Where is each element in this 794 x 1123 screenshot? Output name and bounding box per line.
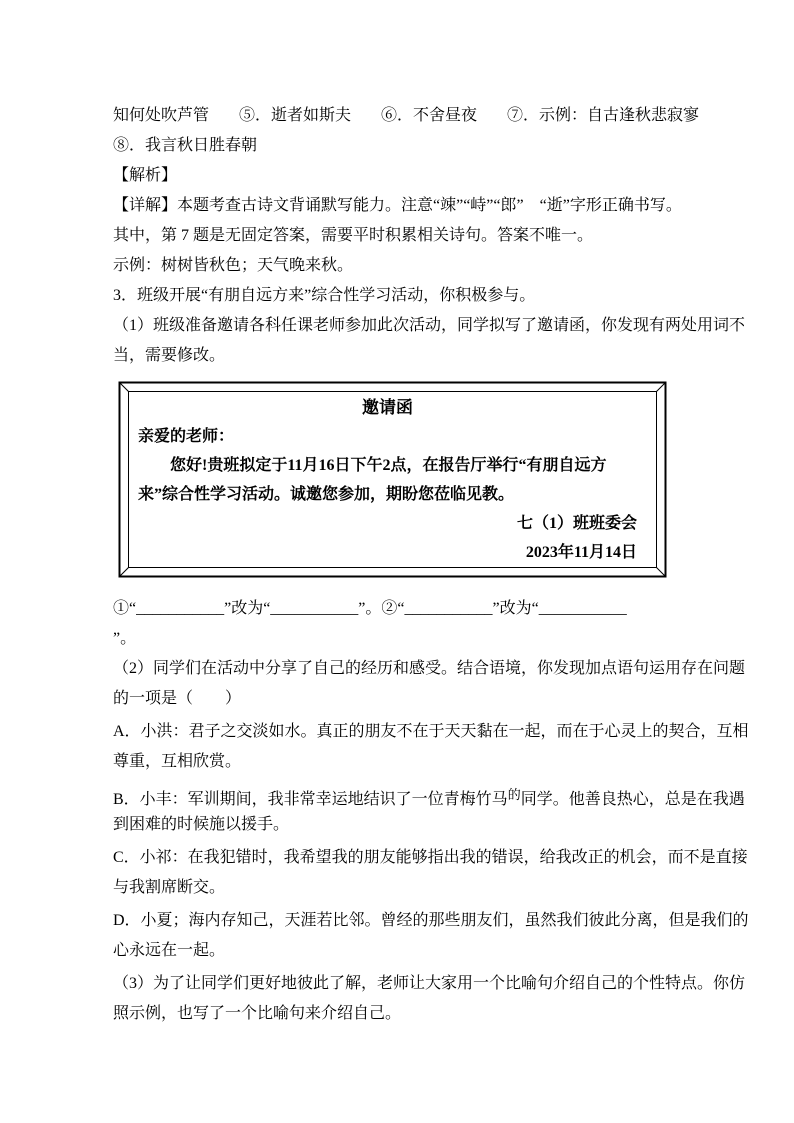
part3-prompt-line-1: （3）为了让同学们更好地彼此了解，老师让大家用一个比喻句介绍自己的个性特点。你仿 xyxy=(113,975,746,992)
option-b-superscript: 的 xyxy=(507,787,521,802)
option-d xyxy=(113,906,749,966)
analysis-example: 示例：树树皆秋色；天气晚来秋。 xyxy=(113,257,354,274)
answer-item-6: ⑥．不舍昼夜 xyxy=(381,107,478,124)
option-b-line-2: 到困难的时候施以援手。 xyxy=(113,816,290,833)
option-c-line-1: C．小祁：在我犯错时，我希望我的朋友能够指出我的错误，给我改正的机会，而不是直接 xyxy=(113,849,748,866)
blank-fill-line-2: ”。 xyxy=(113,630,137,647)
option-d-line-1: D．小夏；海内存知己，天涯若比邻。曾经的那些朋友们，虽然我们彼此分离，但是我们的 xyxy=(113,912,749,929)
invitation-title: 邀请函 xyxy=(362,398,413,417)
part2-prompt-line-1: （2）同学们在活动中分享了自己的经历和感受。结合语境，你发现加点语句运用存在问题 xyxy=(113,660,746,677)
blank-fill-line-1: ①“___________”改为“___________”。②“___________”改为“___________ xyxy=(113,600,627,617)
invitation-salutation: 亲爱的老师： xyxy=(138,428,235,445)
option-b xyxy=(113,780,745,840)
answer-items-line xyxy=(113,101,700,131)
part1-prompt-line-1: （1）班级准备邀请各科任课老师参加此次活动，同学拟写了邀请函，你发现有两处用词不 xyxy=(113,317,746,334)
option-c-line-2: 与我割席断交。 xyxy=(113,879,226,896)
analysis-header: 【解析】 xyxy=(113,167,178,184)
option-a-line-2: 尊重，互相欣赏。 xyxy=(113,753,242,770)
invitation-body-line-1: 您好!贵班拟定于11月16日下午2点，在报告厅举行“有朋自远方 xyxy=(170,457,607,474)
option-d-line-2: 心永远在一起。 xyxy=(113,942,226,959)
analysis-detail-line-1: 【详解】本题考查古诗文背诵默写能力。注意“竦”“峙”“郎” “逝”字形正确书写。 xyxy=(113,197,682,214)
answer-item-5: ⑤．逝者如斯夫 xyxy=(239,107,352,124)
part3-prompt-line-2: 照示例，也写了一个比喻句来介绍自己。 xyxy=(113,1005,402,1022)
option-b-line-1 xyxy=(113,780,745,810)
option-a-line-1: A．小洪：君子之交淡如水。真正的朋友不在于天天黏在一起，而在于心灵上的契合，互相 xyxy=(113,723,749,740)
answer-item-4-continuation: 知何处吹芦管 xyxy=(113,107,210,124)
answer-item-7: ⑦．示例：自古逢秋悲寂寥 xyxy=(507,107,700,124)
analysis-detail-line-2: 其中，第 7 题是无固定答案，需要平时积累相关诗句。答案不唯一。 xyxy=(113,227,594,244)
part3-prompt xyxy=(113,969,746,1029)
invitation-body-line-2: 来”综合性学习活动。诚邀您参加，期盼您莅临见教。 xyxy=(138,486,515,503)
option-c xyxy=(113,843,748,903)
part2-answer-bracket-line: 的一项是（ ） xyxy=(113,690,242,707)
invitation-signature: 七（1）班班委会 xyxy=(516,515,637,532)
option-b-text-pre: B．小丰：军训期间，我非常幸运地结识了一位青梅竹马 xyxy=(113,791,508,808)
invitation-card xyxy=(118,381,667,578)
invitation-date: 2023年11月14日 xyxy=(525,544,637,561)
part1-prompt-line-2: 当，需要修改。 xyxy=(113,347,226,364)
invitation-content xyxy=(138,393,637,567)
document-body xyxy=(113,101,749,1029)
option-a xyxy=(113,717,749,777)
answer-item-8: ⑧．我言秋日胜春朝 xyxy=(113,137,258,154)
option-b-text-post: 同学。他善良热心，总是在我遇 xyxy=(520,791,745,808)
question3-stem: 3．班级开展“有朋自远方来”综合性学习活动，你积极参与。 xyxy=(113,287,536,304)
